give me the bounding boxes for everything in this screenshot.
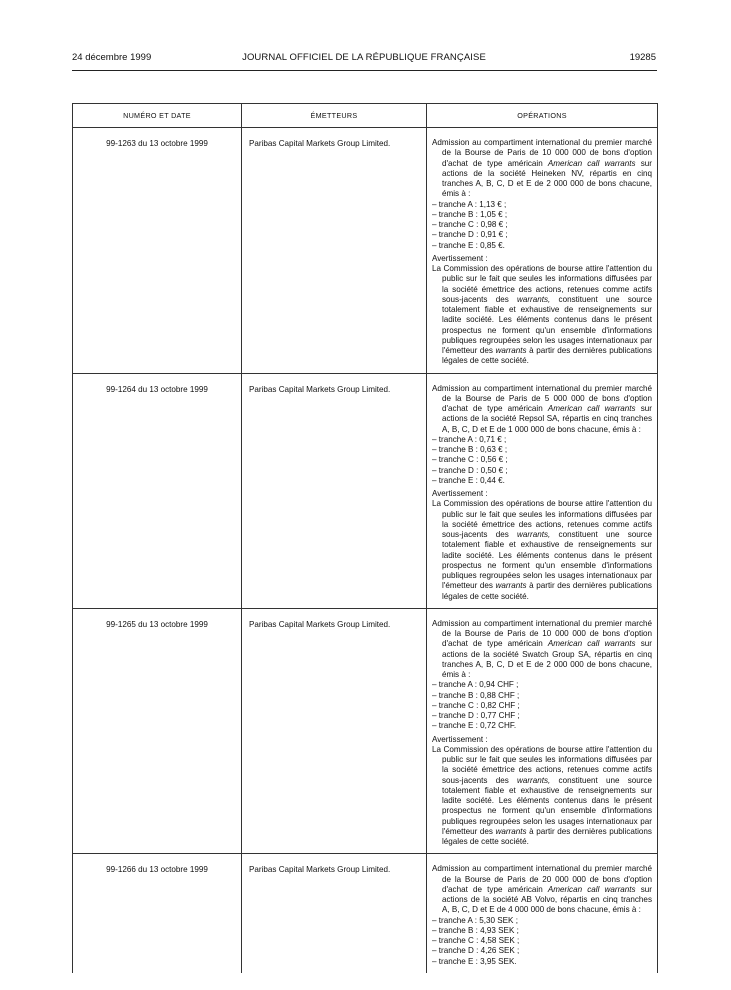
warning-text: La Commission des opérations de bourse attire l'attention du public sur le fait que seules les informations diffusées par la société émettrice des actions, retenues comme actifs sous-jacents des warrants, constituent une source totalement fiable et exhaustive de renseignements sur ladite société. Les éléments contenus dans le présent prospectus ne forment qu'un ensemble d'informations publiques regroupées selon les usages internationaux par l'émetteur des warrants à partir des dernières publications légales de cette société. bbox=[432, 499, 652, 601]
operation-description bbox=[427, 373, 658, 608]
tranche-item: – tranche D : 4,26 SEK ; bbox=[432, 946, 520, 956]
tranche-item: – tranche C : 4,58 SEK ; bbox=[432, 936, 520, 945]
issue-date: 24 décembre 1999 bbox=[72, 52, 152, 63]
tranche-item: – tranche B : 1,05 € ; bbox=[432, 209, 508, 219]
admission-text: Admission au compartiment international du premier marché de la Bourse de Paris de 10 000 000 de bons d'option d'achat de type américain American call warrants sur actions de la société Swatch Group SA, répartis en cinq tranches A, B, C, D et E de 2 000 000 de bons chacune, émis à : bbox=[432, 618, 652, 679]
tranche-item: – tranche B : 0,63 € ; bbox=[432, 445, 508, 454]
table-row bbox=[73, 608, 658, 854]
tranche-item: – tranche A : 0,71 € ; bbox=[432, 434, 507, 444]
operation-description bbox=[427, 128, 658, 374]
decision-number: 99-1263 du 13 octobre 1999 bbox=[73, 128, 242, 374]
tranche-item: – tranche A : 0,94 CHF ; bbox=[432, 680, 519, 690]
tranche-item: – tranche E : 0,44 €. bbox=[432, 475, 505, 485]
tranche-item: – tranche C : 0,82 CHF ; bbox=[432, 700, 520, 710]
tranche-item: – tranche C : 0,56 € ; bbox=[432, 455, 508, 465]
table-row bbox=[73, 128, 658, 374]
tranche-item: – tranche B : 4,93 SEK ; bbox=[432, 925, 519, 935]
tranche-item: – tranche A : 1,13 € ; bbox=[432, 199, 507, 209]
issuer-name: Paribas Capital Markets Group Limited. bbox=[242, 608, 427, 854]
tranche-item: – tranche E : 0,85 €. bbox=[432, 240, 505, 250]
header-rule bbox=[72, 70, 657, 71]
admission-text: Admission au compartiment international du premier marché de la Bourse de Paris de 10 000 000 de bons d'option d'achat de type américain American call warrants sur actions de la société Heineken NV, répartis en cinq tranches A, B, C, D et E de 2 000 000 de bons chacune, émis à : bbox=[432, 138, 652, 199]
table-header-row bbox=[73, 104, 658, 128]
table-row bbox=[73, 373, 658, 608]
column-header-issuers: ÉMETTEURS bbox=[242, 104, 427, 128]
tranche-item: – tranche B : 0,88 CHF ; bbox=[432, 690, 520, 700]
tranche-item: – tranche D : 0,77 CHF ; bbox=[432, 711, 520, 720]
operations-table bbox=[72, 103, 658, 973]
warning-text: La Commission des opérations de bourse attire l'attention du public sur le fait que seules les informations diffusées par la société émettrice des actions, retenues comme actifs sous-jacents des warrants, constituent une source totalement fiable et exhaustive de renseignements sur ladite société. Les éléments contenus dans le présent prospectus ne forment qu'un ensemble d'informations publiques regroupées selon les usages internationaux par l'émetteur des warrants à partir des dernières publications légales de cette société. bbox=[432, 744, 652, 846]
tranche-item: – tranche E : 0,72 CHF. bbox=[432, 721, 517, 731]
tranche-item: – tranche E : 3,95 SEK. bbox=[432, 956, 517, 966]
page-header bbox=[72, 52, 656, 68]
issuer-name: Paribas Capital Markets Group Limited. bbox=[242, 373, 427, 608]
warning-title: Avertissement : bbox=[432, 253, 488, 263]
warning-text: La Commission des opérations de bourse attire l'attention du public sur le fait que seules les informations diffusées par la société émettrice des actions, retenues comme actifs sous-jacents des warrants, constituent une source totalement fiable et exhaustive de renseignements sur ladite société. Les éléments contenus dans le présent prospectus ne forment qu'un ensemble d'informations publiques regroupées selon les usages internationaux par l'émetteur des warrants à partir des dernières publications légales de cette société. bbox=[432, 264, 652, 366]
tranche-item: – tranche D : 0,91 € ; bbox=[432, 230, 508, 240]
admission-text: Admission au compartiment international du premier marché de la Bourse de Paris de 5 000 000 de bons d'option d'achat de type américain American call warrants sur actions de la société Repsol SA, répartis en cinq tranches A, B, C, D et E de 1 000 000 de bons chacune, émis à : bbox=[432, 383, 652, 434]
decision-number: 99-1264 du 13 octobre 1999 bbox=[73, 373, 242, 608]
operation-description bbox=[427, 854, 658, 973]
page-number: 19285 bbox=[629, 52, 656, 63]
issuer-name: Paribas Capital Markets Group Limited. bbox=[242, 854, 427, 973]
warning-title: Avertissement : bbox=[432, 489, 488, 498]
decision-number: 99-1266 du 13 octobre 1999 bbox=[73, 854, 242, 973]
tranche-item: – tranche C : 0,98 € ; bbox=[432, 220, 508, 229]
column-header-number: NUMÉRO ET DATE bbox=[73, 104, 242, 128]
decision-number: 99-1265 du 13 octobre 1999 bbox=[73, 608, 242, 854]
column-header-operations: OPÉRATIONS bbox=[427, 104, 658, 128]
issuer-name: Paribas Capital Markets Group Limited. bbox=[242, 128, 427, 374]
tranche-item: – tranche A : 5,30 SEK ; bbox=[432, 915, 518, 925]
table-row bbox=[73, 854, 658, 973]
admission-text: Admission au compartiment international du premier marché de la Bourse de Paris de 20 000 000 de bons d'option d'achat de type américain American call warrants sur actions de la société AB Volvo, répartis en cinq tranches A, B, C, D et E de 4 000 000 de bons chacune, émis à : bbox=[432, 864, 652, 915]
warning-title: Avertissement : bbox=[432, 734, 488, 744]
operation-description bbox=[427, 608, 658, 854]
journal-title: JOURNAL OFFICIEL DE LA RÉPUBLIQUE FRANÇAISE bbox=[242, 52, 486, 63]
tranche-item: – tranche D : 0,50 € ; bbox=[432, 465, 508, 475]
